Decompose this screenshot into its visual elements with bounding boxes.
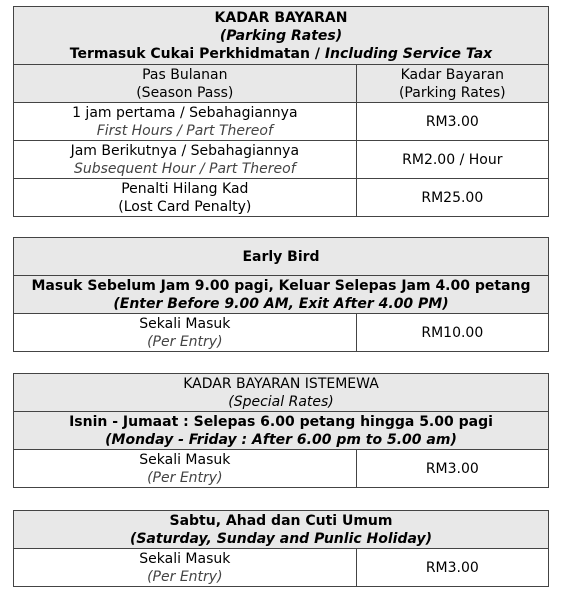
early-bird-condition: Masuk Sebelum Jam 9.00 pagi, Keluar Selepas Jam 4.00 petang (Enter Before 9.00 AM, Exit After 4.00 PM): [14, 276, 549, 314]
early-bird-title: Early Bird: [14, 238, 549, 276]
special-rates-table: [13, 373, 549, 488]
rate-description: Sekali Masuk (Per Entry): [14, 450, 357, 488]
parking-rates-title: KADAR BAYARAN: [214, 9, 348, 26]
table-row: [14, 103, 549, 141]
rate-description: Penalti Hilang Kad (Lost Card Penalty): [14, 179, 357, 217]
rate-description: 1 jam pertama / Sebahagiannya First Hours / Part Thereof: [14, 103, 357, 141]
rate-value: RM10.00: [356, 314, 548, 352]
rate-description: Jam Berikutnya / Sebahagiannya Subsequent Hour / Part Thereof: [14, 141, 357, 179]
rate-value: RM3.00: [356, 549, 548, 587]
rate-column-header: Kadar Bayaran (Parking Rates): [356, 65, 548, 103]
service-tax-note: Termasuk Cukai Perkhidmatan / Including Service Tax: [69, 45, 493, 62]
table-row: [14, 549, 549, 587]
table-row: [14, 314, 549, 352]
rate-value: RM2.00 / Hour: [356, 141, 548, 179]
rate-value: RM3.00: [356, 103, 548, 141]
weekend-holiday-header: Sabtu, Ahad dan Cuti Umum (Saturday, Sunday and Punlic Holiday): [14, 511, 549, 549]
parking-rates-table: [13, 6, 549, 217]
rate-description: Sekali Masuk (Per Entry): [14, 549, 357, 587]
table-row: [14, 450, 549, 488]
rate-value: RM25.00: [356, 179, 548, 217]
early-bird-table: [13, 237, 549, 352]
table-row: [14, 141, 549, 179]
season-pass-column-header: Pas Bulanan (Season Pass): [14, 65, 357, 103]
special-rates-condition: Isnin - Jumaat : Selepas 6.00 petang hingga 5.00 pagi (Monday - Friday : After 6.00 pm to 5.00 am): [14, 412, 549, 450]
rate-description: Sekali Masuk (Per Entry): [14, 314, 357, 352]
weekend-holiday-table: [13, 510, 549, 587]
special-rates-header: KADAR BAYARAN ISTEMEWA (Special Rates): [14, 374, 549, 412]
rate-value: RM3.00: [356, 450, 548, 488]
table-row: [14, 179, 549, 217]
parking-rates-subtitle: (Parking Rates): [219, 27, 343, 44]
parking-rates-header: [14, 7, 549, 65]
